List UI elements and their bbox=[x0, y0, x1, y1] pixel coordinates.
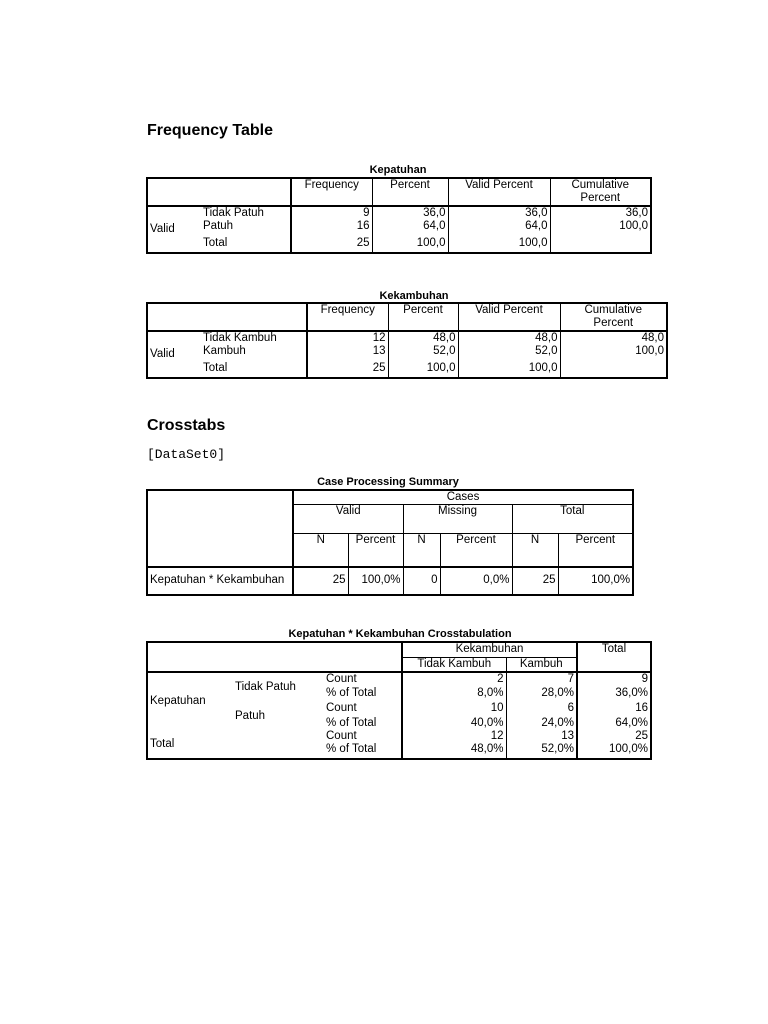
table-row: Kepatuhan * Kekambuhan 25 100,0% 0 0,0% 25 100,0% bbox=[147, 567, 633, 595]
row-group-label: Valid bbox=[150, 348, 175, 360]
frequency-table-heading: Frequency Table bbox=[147, 122, 273, 139]
row-label: Kepatuhan * Kekambuhan bbox=[150, 574, 285, 586]
col-header-tidak-kambuh: Tidak Kambuh bbox=[402, 657, 506, 672]
table-row: % of Total 8,0% 28,0% 36,0% bbox=[147, 687, 651, 702]
dataset-label: [DataSet0] bbox=[147, 447, 226, 462]
row-label: Patuh bbox=[203, 220, 234, 232]
row-label: Kambuh bbox=[203, 345, 246, 357]
row-label: Total bbox=[203, 362, 228, 374]
col-header-valid-percent: Valid Percent bbox=[458, 303, 560, 331]
crosstab-title: Kepatuhan * Kekambuhan Crosstabulation bbox=[288, 628, 512, 640]
kekambuhan-table-title: Kekambuhan bbox=[379, 290, 449, 302]
row-label: Tidak Patuh bbox=[203, 207, 264, 219]
col-header-kambuh: Kambuh bbox=[506, 657, 577, 672]
table-header-row bbox=[147, 178, 651, 206]
table-row: Total 25 100,0 100,0 bbox=[147, 237, 651, 253]
case-processing-summary-table: Cases Valid Missing Total N Percent N Percent N Percent Kepatuhan * Kekambuhan 25 100,0% 0 0,0% 25 100,0% bbox=[146, 489, 634, 596]
kepatuhan-frequency-table bbox=[146, 177, 652, 254]
col-header-cumulative-percent: Cumulative Percent bbox=[560, 303, 667, 331]
col-header-total: Total bbox=[577, 642, 651, 672]
table-row: Total Count 12 13 25 bbox=[147, 730, 651, 743]
col-header-cumulative-percent: Cumulative Percent bbox=[550, 178, 651, 206]
col-var-header: Kekambuhan bbox=[402, 642, 577, 657]
crosstabulation-table bbox=[146, 641, 652, 760]
kekambuhan-frequency-table bbox=[146, 302, 668, 379]
row-label: Total bbox=[203, 237, 228, 249]
col-header-percent: Percent bbox=[372, 178, 448, 206]
crosstabs-heading: Crosstabs bbox=[147, 417, 226, 434]
kepatuhan-table-title: Kepatuhan bbox=[369, 164, 427, 176]
cases-header: Cases bbox=[293, 490, 633, 505]
table-row: Total 25 100,0 100,0 bbox=[147, 362, 667, 378]
row-label: Total bbox=[150, 737, 175, 750]
table-row: Kambuh 13 52,0 52,0 100,0 bbox=[147, 345, 667, 362]
col-header-percent: Percent bbox=[388, 303, 458, 331]
row-label: Tidak Kambuh bbox=[203, 332, 277, 344]
table-row: Valid Tidak Kambuh 12 48,0 48,0 48,0 bbox=[147, 331, 667, 345]
table-row: Patuh 16 64,0 64,0 100,0 bbox=[147, 220, 651, 237]
table-header-row bbox=[147, 303, 667, 331]
row-label: Tidak Patuh bbox=[235, 681, 296, 693]
table-row: Valid Tidak Patuh 9 36,0 36,0 36,0 bbox=[147, 206, 651, 220]
group-header-valid: Valid bbox=[293, 505, 403, 534]
col-header-frequency: Frequency bbox=[291, 178, 372, 206]
table-row: Kepatuhan Tidak Patuh Count 2 7 9 bbox=[147, 672, 651, 687]
col-header-valid-percent: Valid Percent bbox=[448, 178, 550, 206]
row-label: Patuh bbox=[235, 709, 266, 722]
table-row: % of Total 40,0% 24,0% 64,0% bbox=[147, 717, 651, 730]
row-group-label: Valid bbox=[150, 223, 175, 235]
col-header-frequency: Frequency bbox=[307, 303, 388, 331]
case-summary-title: Case Processing Summary bbox=[317, 476, 459, 488]
row-var-label: Kepatuhan bbox=[150, 695, 206, 707]
table-row: % of Total 48,0% 52,0% 100,0% bbox=[147, 743, 651, 759]
group-header-total: Total bbox=[512, 505, 633, 534]
table-row: Patuh Count 10 6 16 bbox=[147, 702, 651, 717]
group-header-missing: Missing bbox=[403, 505, 512, 534]
